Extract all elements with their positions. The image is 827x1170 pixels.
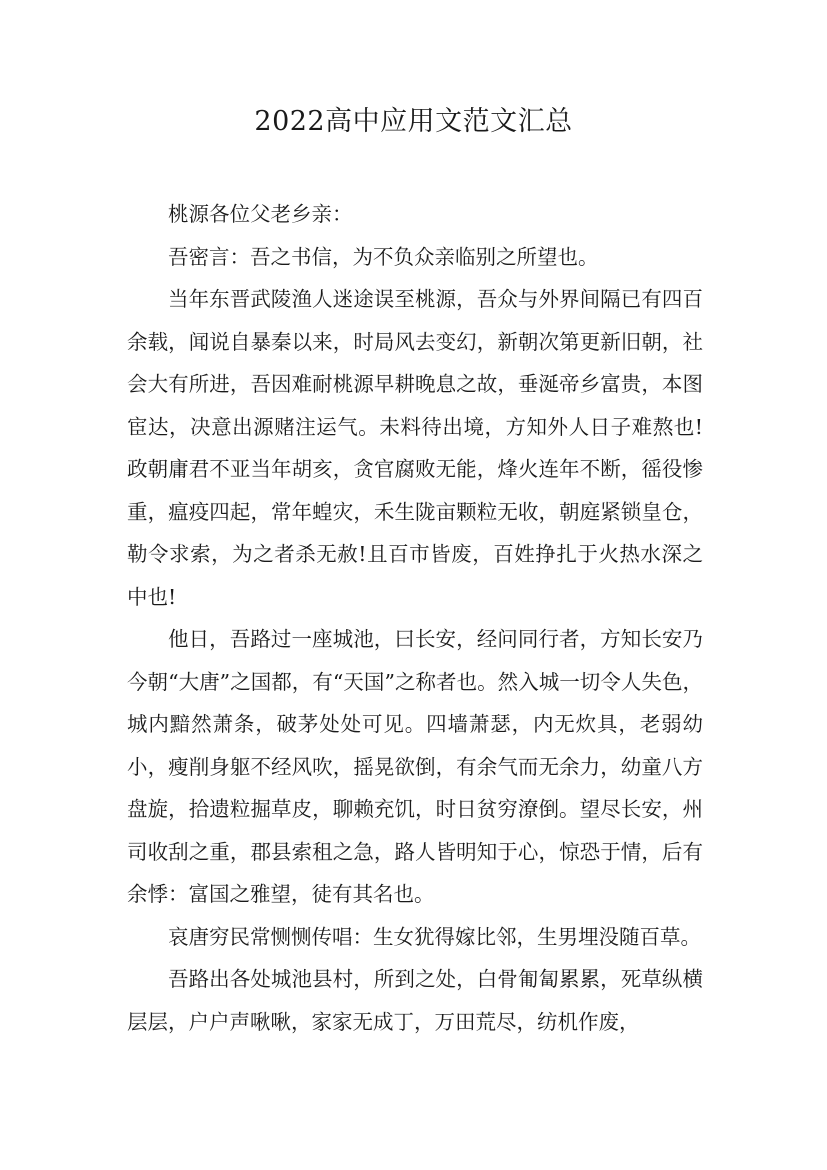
paragraph: 吾密言：吾之书信，为不负众亲临别之所望也。 [168, 244, 599, 269]
paragraph: 他日，吾路过一座城池，曰长安，经问同行者，方知长安乃今朝“大唐”之国都，有“天国”之称者也。然入城一切令人失色，城内黯然萧条，破茅处处可见。四墙萧瑟，内无炊具，老弱幼小，瘦削身躯不经风吹，摇晃欲倒，有余气而无余力，幼童八方盘旋，拾遗粒掘草皮，聊赖充饥，时日贫穷潦倒。望尽长安，州司收刮之重，郡县索租之急，路人皆明知于心，惊恐于情，后有余悸：富国之雅望，徒有其名也。 [127, 627, 703, 906]
document-body [127, 193, 703, 1043]
paragraph-salutation: 桃源各位父老乡亲： [168, 202, 353, 226]
paragraph: 吾路出各处城池县村，所到之处，白骨匍匐累累，死草纵横层层，户户声啾啾，家家无成丁，万田荒尽，纺机作废， [127, 967, 703, 1034]
paragraph: 哀唐穷民常恻恻传唱：生女犹得嫁比邻，生男埋没随百草。 [168, 924, 701, 949]
paragraph: 当年东晋武陵渔人迷途误至桃源，吾众与外界间隔已有四百余载，闻说自暴秦以来，时局风去变幻，新朝次第更新旧朝，社会大有所进，吾因难耐桃源早耕晚息之故，垂涎帝乡富贵，本图宦达，决意出源赌注运气。未料待出境，方知外人日子难熬也!政朝庸君不亚当年胡亥，贪官腐败无能，烽火连年不断，徭役惨重，瘟疫四起，常年蝗灾，禾生陇亩颗粒无收，朝庭紧锁皇仓，勒令求索，为之者杀无赦!且百市皆废，百姓挣扎于火热水深之中也! [127, 287, 703, 609]
document-title: 2022高中应用文范文汇总 [254, 106, 573, 137]
